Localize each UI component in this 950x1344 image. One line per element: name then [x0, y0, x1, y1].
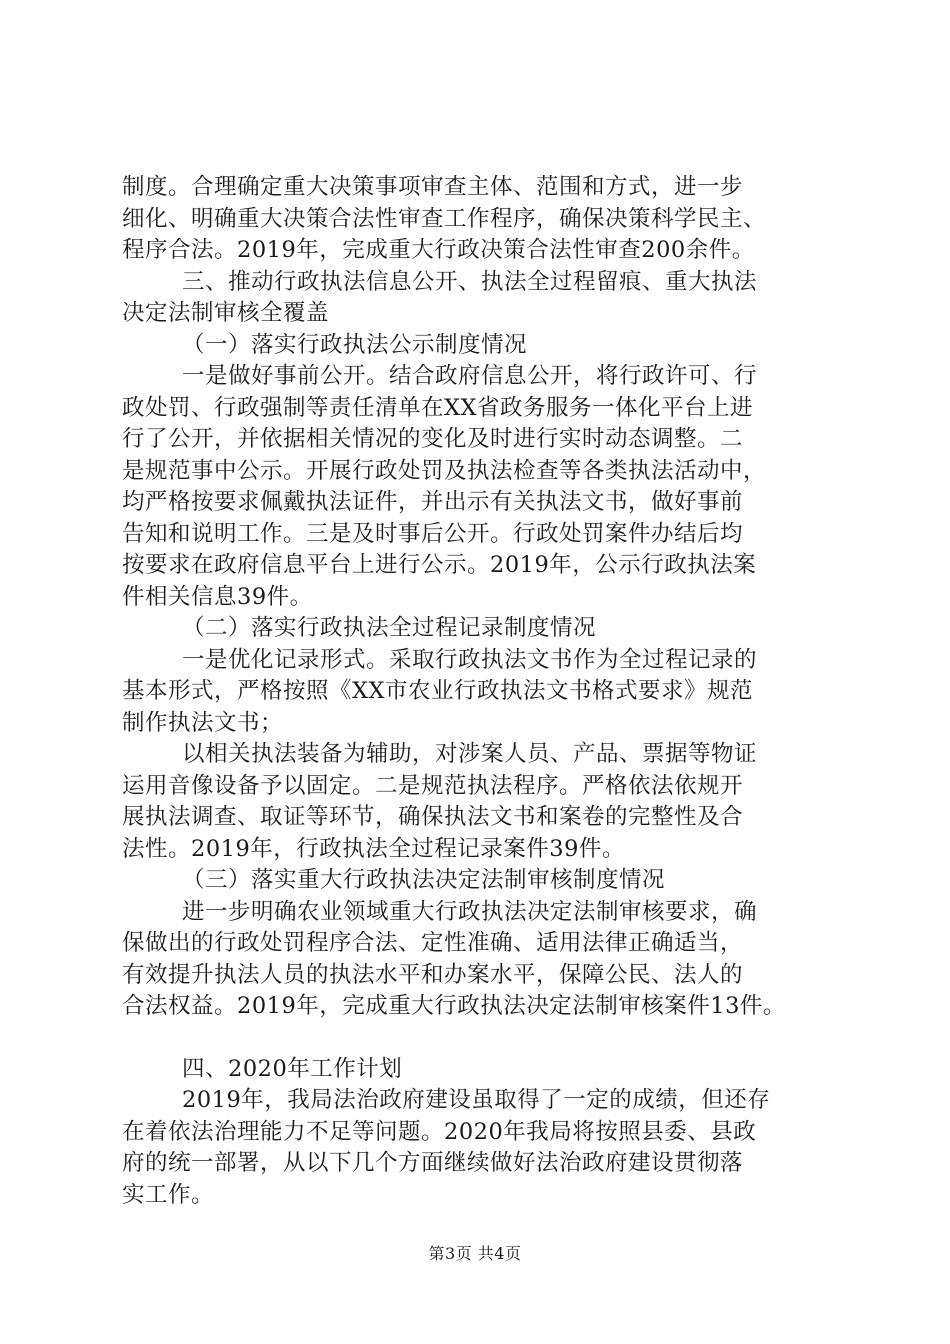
text-line: 政处罚、行政强制等责任清单在XX省政务服务一体化平台上进 [122, 394, 754, 421]
text-line: 一是优化记录形式。采取行政执法文书作为全过程记录的 [182, 646, 758, 673]
text-line: 法性。2019年，行政执法全过程记录案件39件。 [122, 835, 625, 862]
text-line: 均严格按要求佩戴执法证件，并出示有关执法文书，做好事前 [122, 489, 744, 515]
text-line: 实工作。 [122, 1181, 215, 1208]
text-line: 按要求在政府信息平台上进行公示。2019年，公示行政执法案 [122, 552, 757, 578]
text-line: 运用音像设备予以固定。二是规范执法程序。严格依法依规开 [122, 772, 744, 799]
text-line: 保做出的行政处罚程序合法、定性准确、适用法律正确适当， [122, 930, 744, 956]
text-line: 展执法调查、取证等环节，确保执法文书和案卷的完整性及合 [122, 804, 744, 830]
page-footer: 第3页 共4页 [428, 1244, 522, 1263]
text-line: 在着依法治理能力不足等问题。2020年我局将按照县委、县政 [122, 1118, 757, 1145]
text-line: 是规范事中公示。开展行政处罚及执法检查等各类执法活动中， [122, 457, 767, 484]
text-line: 件相关信息39件。 [122, 583, 313, 610]
section-heading: 四、2020年工作计划 [182, 1055, 403, 1082]
text-line: 进一步明确农业领域重大行政执法决定法制审核要求，确 [182, 898, 758, 925]
section-heading-cont: 决定法制审核全覆盖 [122, 300, 330, 326]
text-line: 制度。合理确定重大决策事项审查主体、范围和方式，进一步 [122, 174, 744, 200]
text-line: 告知和说明工作。三是及时事后公开。行政处罚案件办结后均 [122, 520, 744, 547]
subsection-heading: （三）落实重大行政执法决定法制审核制度情况 [182, 867, 666, 893]
section-heading: 三、推动行政执法信息公开、执法全过程留痕、重大执法 [182, 268, 758, 295]
text-line: 府的统一部署，从以下几个方面继续做好法治政府建设贯彻落 [122, 1150, 744, 1176]
text-line: 有效提升执法人员的执法水平和办案水平，保障公民、法人的 [122, 961, 744, 988]
text-line: 合法权益。2019年，完成重大行政执法决定法制审核案件13件。 [122, 993, 786, 1019]
paragraph-gap [122, 1023, 837, 1054]
subsection-heading: （二）落实行政执法全过程记录制度情况 [182, 615, 597, 641]
text-line: 基本形式，严格按照《XX市农业行政执法文书格式要求》规范 [122, 678, 754, 704]
document-body [122, 172, 837, 1211]
text-line: 细化、明确重大决策合法性审查工作程序，确保决策科学民主、 [122, 205, 767, 232]
text-line: 行了公开，并依据相关情况的变化及时进行实时动态调整。二 [122, 426, 744, 452]
text-line: 制作执法文书； [122, 709, 284, 736]
text-line: 一是做好事前公开。结合政府信息公开，将行政许可、行 [182, 363, 758, 389]
subsection-heading: （一）落实行政执法公示制度情况 [182, 331, 528, 358]
text-line: 2019年，我局法治政府建设虽取得了一定的成绩，但还存 [182, 1087, 771, 1113]
text-line: 以相关执法装备为辅助，对涉案人员、产品、票据等物证 [182, 741, 758, 767]
text-line: 程序合法。2019年，完成重大行政决策合法性审查200余件。 [122, 237, 755, 263]
